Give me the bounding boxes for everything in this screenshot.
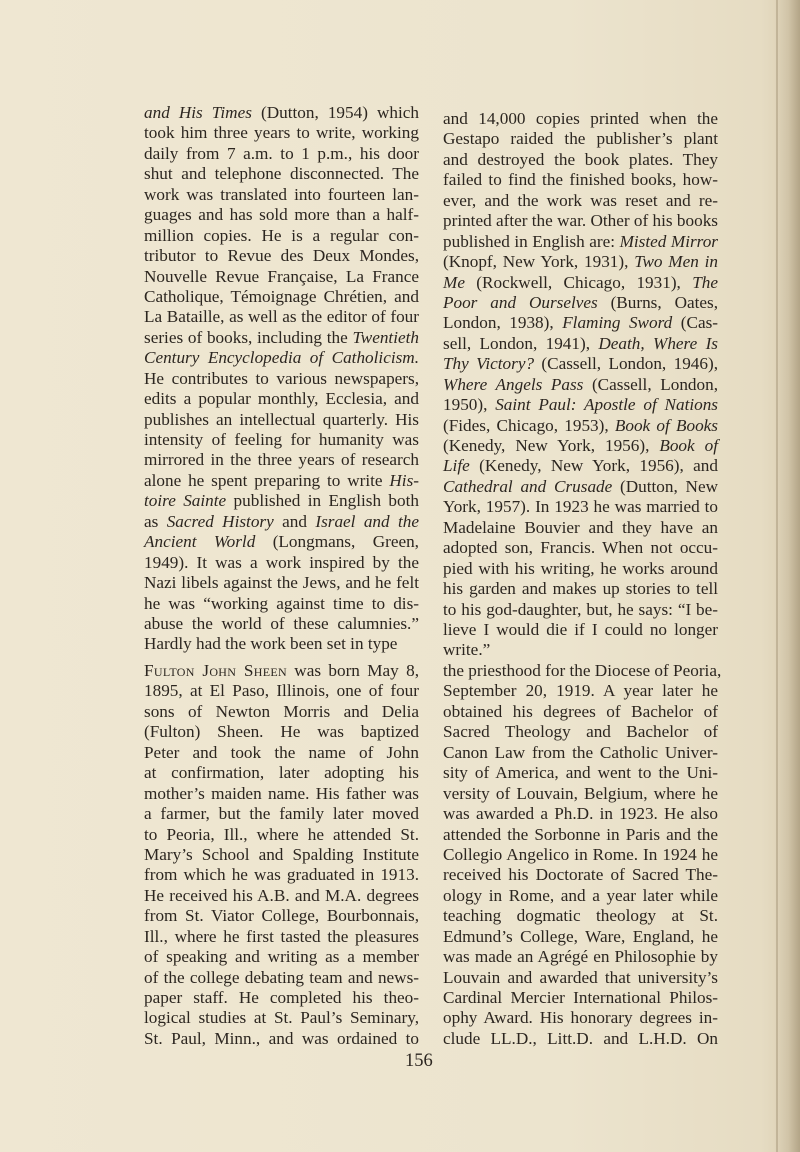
text-line: of speaking and writing as a member [144,947,419,967]
text-line: Catholique, Témoignage Chrétien, and [144,286,419,306]
text-line: publishes an intellectual quarterly. His [144,409,419,429]
text-line: and 14,000 copies printed when the [443,109,718,128]
text-line: (Kenedy, New York, 1956), Book of [443,436,718,455]
text-line: La Bataille, as well as the editor of four [144,307,419,327]
text-line: work was translated into fourteen lan- [144,184,419,204]
text-line: toire Sainte published in English both [144,491,419,511]
column-bottom-right [443,661,722,1049]
text-line: at confirmation, later adopting his [144,763,419,783]
text-line: Cardinal Mercier International Philos- [443,988,718,1007]
text-line: series of books, including the Twentieth [144,327,419,347]
text-line: Sacred Theology and Bachelor of [443,722,718,742]
text-line: Ill., where he first tasted the pleasures [144,926,419,946]
text-line: abuse the world of these calumnies.” [144,613,419,633]
text-line: 1949). It was a work inspired by the [144,552,419,572]
text-line: from which he was graduated in 1913. [144,865,419,885]
text-line: and destroyed the book plates. They [443,149,718,169]
text-line: clude LL.D., Litt.D. and L.H.D. On [443,1028,718,1048]
text-line: guages and has sold more than a half- [144,205,419,225]
text-line: his garden and makes up stories to tell [443,579,718,599]
text-line: (Fides, Chicago, 1953), Book of Books [443,415,718,435]
text-line: was made an Agrégé en Philosophie by [443,947,718,967]
text-line: He contributes to various newspapers, [144,368,419,388]
text-line: ophy Award. His honorary degrees in- [443,1008,718,1028]
text-line: pied with his writing, he works around [443,558,718,578]
text-line: to his god-daughter, but, he says: “I be- [443,599,718,619]
text-line: intensity of feeling for humanity was [144,430,419,449]
text-line: adopted son, Francis. When not occu- [443,538,718,558]
text-line: paper staff. He completed his theo- [144,988,419,1007]
text-line: Century Encyclopedia of Catholicism. [144,348,419,368]
text-line: Hardly had the work been set in type [144,634,398,654]
text-line: shut and telephone disconnected. The [144,164,419,184]
text-line: Where Angels Pass (Cassell, London, [443,374,718,394]
text-line: received his Doctorate of Sacred The- [443,865,718,885]
text-line: 1950), Saint Paul: Apostle of Nations [443,395,718,415]
text-line: a farmer, but the family later moved [144,804,419,824]
column-top-left [144,103,419,655]
text-line: from St. Viator College, Bourbonnais, [144,906,419,926]
text-line: He received his A.B. and M.A. degrees [144,885,419,905]
text-line: Gestapo raided the publisher’s plant [443,129,718,149]
column-bottom-left [144,661,419,1049]
text-line: Collegio Angelico in Rome. In 1924 he [443,844,718,864]
text-line: Canon Law from the Catholic Univer- [443,742,718,762]
text-line: was awarded a Ph.D. in 1923. He also [443,804,718,824]
text-line: million copies. He is a regular con- [144,225,419,245]
text-line: sell, London, 1941), Death, Where Is [443,333,719,353]
text-line: (Fulton) Sheen. He was baptized [144,722,419,742]
text-line: Thy Victory? (Cassell, London, 1946), [443,354,718,374]
text-line: and His Times (Dutton, 1954) which [144,103,419,122]
text-line: 1895, at El Paso, Illinois, one of four [144,681,419,701]
text-line: attended the Sorbonne in Paris and the [443,824,718,844]
text-line: failed to find the finished books, how- [443,170,718,190]
text-line: York, 1957). In 1923 he was married to [443,497,718,517]
page-number: 156 [405,1051,433,1071]
text-line: he was “working against time to dis- [144,593,419,613]
text-line: ology in Rome, and a year later while [443,885,718,905]
text-line: logical studies at St. Paul’s Seminary, [144,1008,419,1028]
text-line: alone he spent preparing to write His- [144,470,419,490]
text-line: (Knopf, New York, 1931), Two Men in [443,252,719,272]
text-line: teaching dogmatic theology at St. [443,906,718,926]
text-line: to Peoria, Ill., where he attended St. [144,824,419,844]
text-line: September 20, 1919. A year later he [443,681,718,701]
text-line: Edmund’s College, Ware, England, he [443,926,718,946]
text-line: published in English are: Misted Mirror [443,231,718,251]
text-line: Fulton John Sheen was born May 8, [144,661,419,680]
text-line: Me (Rockwell, Chicago, 1931), The [443,272,718,292]
page-edge-line [776,0,778,1152]
text-line: Nouvelle Revue Française, La France [144,266,419,286]
text-line: took him three years to write, working [144,123,419,143]
text-line: Madelaine Bouvier and they have an [443,517,718,537]
text-line: Poor and Ourselves (Burns, Oates, [443,292,718,312]
text-line: sity of America, and went to the Uni- [443,763,718,783]
text-line: edits a popular monthly, Ecclesia, and [144,389,419,409]
text-line: the priesthood for the Diocese of Peoria, [443,661,722,680]
text-line: as Sacred History and Israel and the [144,511,419,531]
text-line: St. Paul, Minn., and was ordained to [144,1028,419,1048]
text-line: mirrored in the three years of research [144,450,419,470]
text-line: Ancient World (Longmans, Green, [144,532,419,552]
text-line: printed after the war. Other of his books [443,211,718,231]
text-line: obtained his degrees of Bachelor of [443,701,718,721]
text-line: Cathedral and Crusade (Dutton, New [443,476,718,496]
text-line: ever, and the work was reset and re- [443,190,718,210]
text-line: Louvain and awarded that university’s [443,967,718,987]
text-line: sons of Newton Morris and Delia [144,701,419,721]
text-line: daily from 7 a.m. to 1 p.m., his door [144,143,419,163]
text-line: London, 1938), Flaming Sword (Cas- [443,313,718,333]
text-line: versity of Louvain, Belgium, where he [443,783,718,803]
text-line: write.” [443,640,491,660]
text-line: tributor to Revue des Deux Mondes, [144,246,419,266]
text-line: Mary’s School and Spalding Institute [144,844,419,864]
text-line: Nazi libels against the Jews, and he felt [144,573,419,593]
text-line: lieve I would die if I could no longer [443,619,718,639]
text-line: mother’s maiden name. His father was [144,783,419,803]
text-line: Peter and took the name of John [144,742,419,762]
text-line: of the college debating team and news- [144,967,419,987]
column-top-right [443,109,718,661]
text-line: Life (Kenedy, New York, 1956), and [443,456,718,476]
